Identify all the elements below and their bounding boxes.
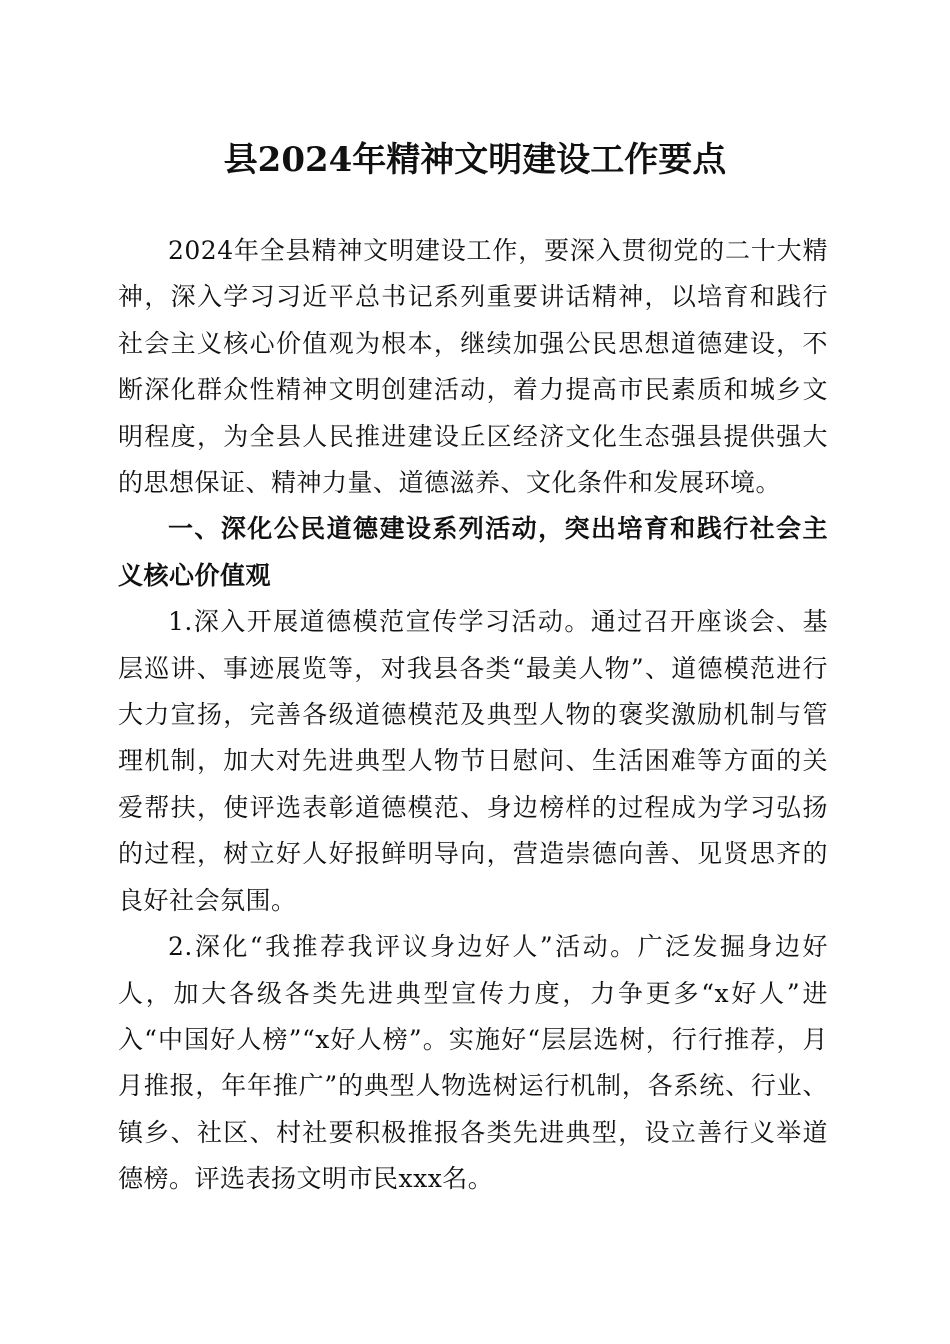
section-1-heading: 一、深化公民道德建设系列活动，突出培育和践行社会主义核心价值观 [118, 514, 828, 590]
item-2-paragraph: 2.深化“我推荐我评议身边好人”活动。广泛发掘身边好人，加大各级各类先进典型宣传力度，力争更多“x好人”进入“中国好人榜”“x好人榜”。实施好“层层选树，行行推荐，月月推报，年年推广”的典型人物选树运行机制，各系统、行业、镇乡、社区、村社要积极推报各类先进典型，设立善行义举道德榜。评选表扬文明市民xxx名。 [118, 932, 828, 1194]
document-title: 县2024年精神文明建设工作要点 [223, 140, 727, 180]
intro-paragraph: 2024年全县精神文明建设工作，要深入贯彻党的二十大精神，深入学习习近平总书记系列重要讲话精神，以培育和践行社会主义核心价值观为根本，继续加强公民思想道德建设，不断深化群众性精神文明创建活动，着力提高市民素质和城乡文明程度，为全县人民推进建设丘区经济文化生态强县提供强大的思想保证、精神力量、道德滋养、文化条件和发展环境。 [118, 236, 828, 498]
document-body [118, 228, 828, 1203]
item-1-paragraph: 1.深入开展道德模范宣传学习活动。通过召开座谈会、基层巡讲、事迹展览等，对我县各类“最美人物”、道德模范进行大力宣扬，完善各级道德模范及典型人物的褒奖激励机制与管理机制，加大对先进典型人物节日慰问、生活困难等方面的关爱帮扶，使评选表彰道德模范、身边榜样的过程成为学习弘扬的过程，树立好人好报鲜明导向，营造崇德向善、见贤思齐的良好社会氛围。 [118, 607, 828, 915]
